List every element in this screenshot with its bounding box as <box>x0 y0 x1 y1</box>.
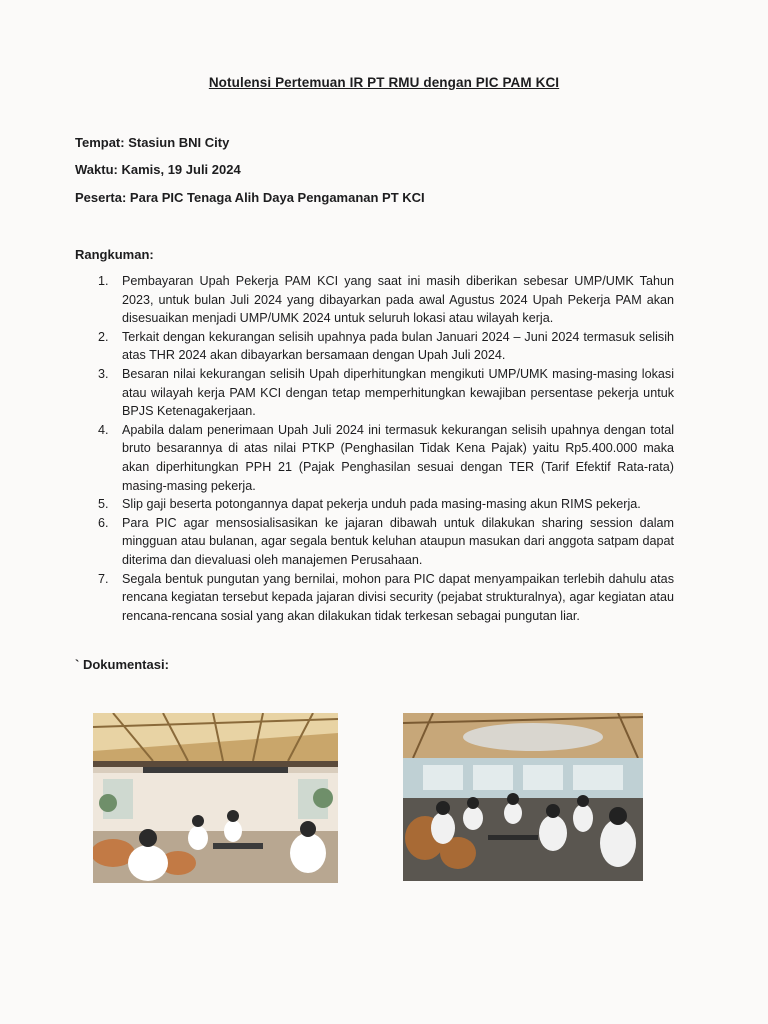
summary-list <box>98 272 674 625</box>
item-number: 4. <box>98 422 109 437</box>
documentation-heading: ` Dokumentasi: <box>75 657 169 672</box>
item-text: Pembayaran Upah Pekerja PAM KCI yang saat ini masih diberikan sebesar UMP/UMK Tahun 2023, untuk bulan Juli 2024 yang dibayarkan pada awal Agustus 2024 Upah Pekerja PAM akan disesuaikan menjadi UMP/UMK 2024 untuk seluruh lokasi atau wilayah kerja. <box>122 274 674 326</box>
meeting-time: Waktu: Kamis, 19 Juli 2024 <box>75 162 241 177</box>
meeting-photo-2 <box>403 713 643 881</box>
item-number: 1. <box>98 274 109 288</box>
item-text: Besaran nilai kekurangan selisih Upah diperhitungkan mengikuti UMP/UMK masing-masing lokasi atau wilayah kerja PAM KCI dengan tetap memperhitungkan kewajiban persentase pekerja untuk BPJS Ketenagakerjaan. <box>122 366 674 419</box>
item-number: 3. <box>98 366 109 381</box>
document-title: Notulensi Pertemuan IR PT RMU dengan PIC PAM KCI <box>208 75 560 90</box>
meeting-participants: Peserta: Para PIC Tenaga Alih Daya Pengamanan PT KCI <box>75 190 425 205</box>
summary-item <box>98 365 674 421</box>
meeting-photo-1 <box>93 713 338 883</box>
summary-item <box>98 570 674 626</box>
item-number: 6. <box>98 515 109 530</box>
summary-item <box>98 272 674 328</box>
summary-item <box>98 421 674 495</box>
item-text: Segala bentuk pungutan yang bernilai, mohon para PIC dapat menyampaikan terlebih dahulu atas rencana kegiatan tersebut kepada jajaran divisi security (pejabat strukturalnya), agar kegiatan atau rencana-rencana sosial yang akan dilakukan tidak terkesan sebagai pungutan liar. <box>122 571 674 623</box>
meeting-location: Tempat: Stasiun BNI City <box>75 135 230 150</box>
item-number: 2. <box>98 329 109 344</box>
item-text: Apabila dalam penerimaan Upah Juli 2024 ini termasuk kekurangan selisih upahnya dengan total bruto besarannya di atas nilai PTKP (Penghasilan Tidak Kena Pajak) yaitu Rp5.400.000 maka akan diperhitungkan PPH 21 (Pajak Penghasilan sesuai dengan TER (Tarif Efektif Rata-rata) masing-masing pekerja. <box>122 422 674 493</box>
summary-heading: Rangkuman: <box>75 247 154 262</box>
item-number: 5. <box>98 497 109 512</box>
item-text: Para PIC agar mensosialisasikan ke jajaran dibawah untuk dilakukan sharing session dalam mingguan atau bulanan, agar segala bentuk keluhan ataupun masukan dari anggota satpam dapat diterima dan dievaluasi oleh manajemen Perusahaan. <box>122 515 674 567</box>
summary-item <box>98 514 674 570</box>
item-number: 7. <box>98 571 109 586</box>
summary-item <box>98 328 674 365</box>
item-text: Terkait dengan kekurangan selisih upahnya pada bulan Januari 2024 – Juni 2024 termasuk selisih atas THR 2024 akan dibayarkan bersamaan dengan Upah Juli 2024. <box>122 329 674 363</box>
item-text: Slip gaji beserta potongannya dapat pekerja unduh pada masing-masing akun RIMS pekerja. <box>122 497 641 512</box>
summary-item <box>98 495 674 514</box>
